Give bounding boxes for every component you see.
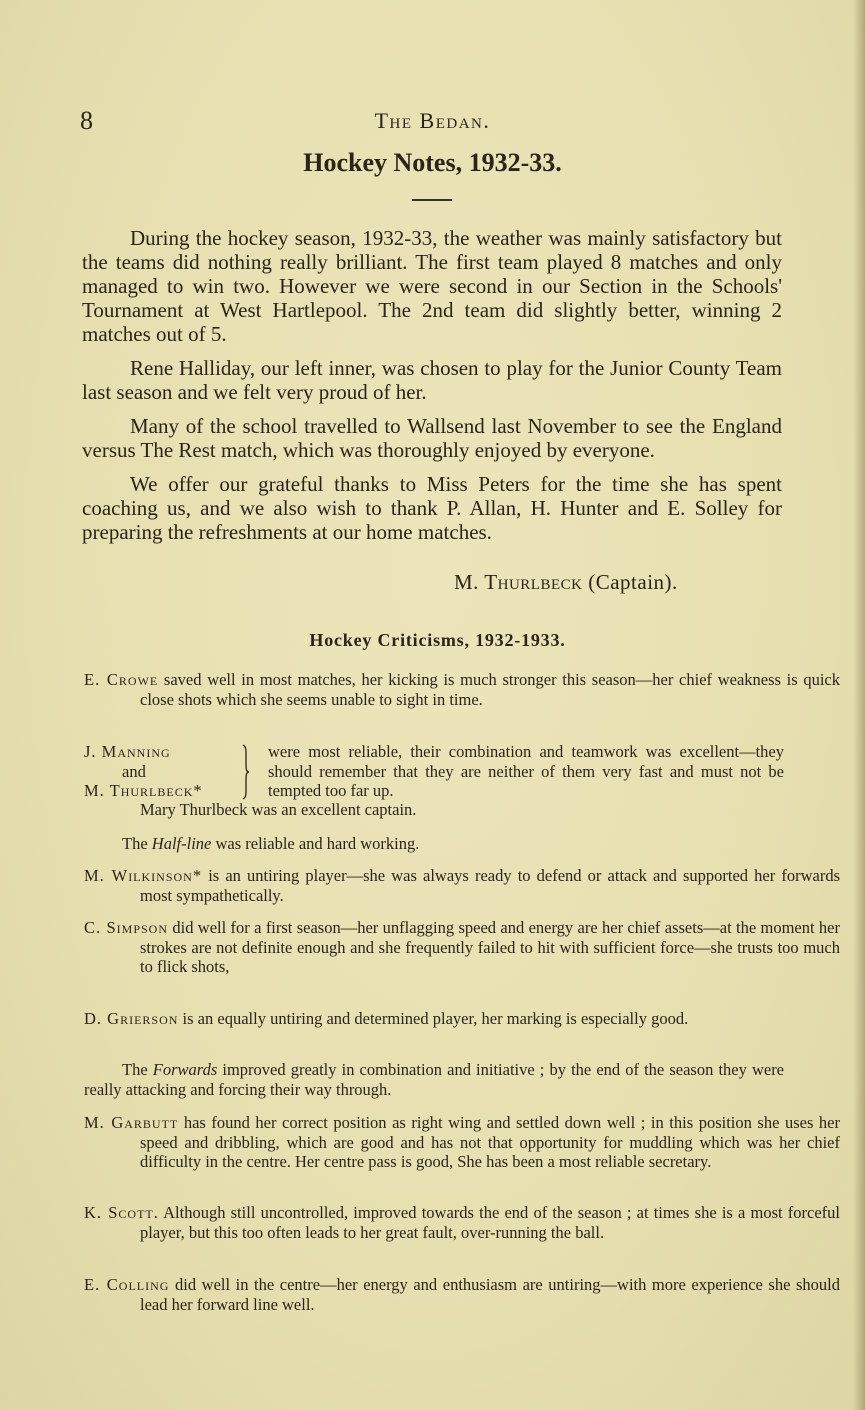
notes-paragraph: During the hockey season, 1932-33, the weather was mainly satisfactory but the teams did nothing really brilliant. The first team played 8 matches and only managed to win two. However we were second in our Section in the Schools' Tournament at West Hartlepool. The 2nd team did slightly better, winning 2 matches out of 5. (82, 226, 782, 346)
criticism-text: saved well in most matches, her kicking is much stronger this season—her chief weakness is quick close shots which she seems unable to sight in time. (140, 670, 840, 709)
criticism-grierson (84, 1009, 840, 1029)
signature-role: (Captain). (588, 570, 678, 594)
brace-icon (240, 744, 250, 800)
player-name: E. Crowe (84, 670, 159, 689)
criticism-wilkinson (84, 866, 840, 905)
player-name: C. Simpson (84, 918, 169, 937)
and-word: and (122, 761, 146, 781)
signature-name: M. Thurlbeck (454, 570, 583, 594)
player-name: M. Garbutt (84, 1113, 179, 1132)
title-rule (412, 199, 452, 201)
criticism-text: did well for a first season—her unflagging speed and energy are her chief assets—at the moment her strokes are not definite enough and she frequently failed to hit with sufficient force—she trusts too much to flick shots, (140, 918, 841, 976)
criticisms-title: Hockey Criticisms, 1932-1933. (309, 630, 566, 650)
criticism-garbutt (84, 1113, 840, 1172)
player-name: M. Thurlbeck* (84, 781, 203, 800)
running-head: The Bedan. (374, 108, 491, 133)
criticism-text: did well in the centre—her energy and enthusiasm are untiring—with more experience she should lead her forward line well. (140, 1275, 840, 1314)
player-name: D. Grierson (84, 1009, 179, 1028)
player-name: E. Colling (84, 1275, 170, 1294)
notes-paragraph: We offer our grateful thanks to Miss Peters for the time she has spent coaching us, and we also wish to thank P. Allan, H. Hunter and E. Solley for preparing the refreshments at our home matches. (82, 472, 782, 544)
criticism-scott (84, 1203, 840, 1242)
note-post: improved greatly in combination and initiative ; by the end of the season they were really attacking and forcing their way through. (84, 1060, 785, 1099)
backs-names (84, 742, 244, 801)
half-line-term: Half-line (151, 834, 212, 853)
forwards-term: Forwards (152, 1060, 218, 1079)
forwards-note (84, 1060, 784, 1099)
criticism-text: were most reliable, their combination and teamwork was excellent—they should remember that they are neither of them very fast and must not be tempted too far up. (268, 742, 784, 800)
criticism-text: is an untiring player—she was always ready to defend or attack and supported her forwards most sympathetically. (140, 866, 841, 905)
criticism-crowe (84, 670, 840, 709)
note-pre: The (122, 834, 152, 853)
note-pre: The (122, 1060, 153, 1079)
notes-paragraph: Many of the school travelled to Wallsend last November to see the England versus The Rest match, which was thoroughly enjoyed by everyone. (82, 414, 782, 462)
notes-paragraph: Rene Halliday, our left inner, was chosen to play for the Junior County Team last season and we felt very proud of her. (82, 356, 782, 404)
criticism-colling (84, 1275, 840, 1314)
criticism-simpson (84, 918, 840, 977)
signature (454, 570, 678, 595)
player-name: M. Wilkinson* (84, 866, 203, 885)
player-name: K. Scott. (84, 1203, 159, 1222)
notes-title: Hockey Notes, 1932-33. (303, 148, 562, 177)
criticism-text: Although still uncontrolled, improved towards the end of the season ; at times she is a most forceful player, but this too often leads to her great fault, over-running the ball. (140, 1203, 840, 1242)
criticism-text: has found her correct position as right wing and settled down well ; in this position she uses her speed and dribbling, which are good and has not that opportunity for muddling which was her chief difficulty in the centre. Her centre pass is good, She has been a most reliable secretary. (140, 1113, 840, 1171)
page-edge-shadow (853, 0, 865, 1410)
note-post: was reliable and hard working. (211, 834, 420, 853)
notes-body (82, 226, 782, 554)
page-number: 8 (80, 106, 93, 135)
player-name: J. Manning (84, 742, 171, 761)
half-line-note (84, 834, 784, 854)
criticism-text: is an equally untiring and determined player, her marking is especially good. (178, 1009, 689, 1028)
criticism-text: Mary Thurlbeck was an excellent captain. (140, 800, 417, 819)
